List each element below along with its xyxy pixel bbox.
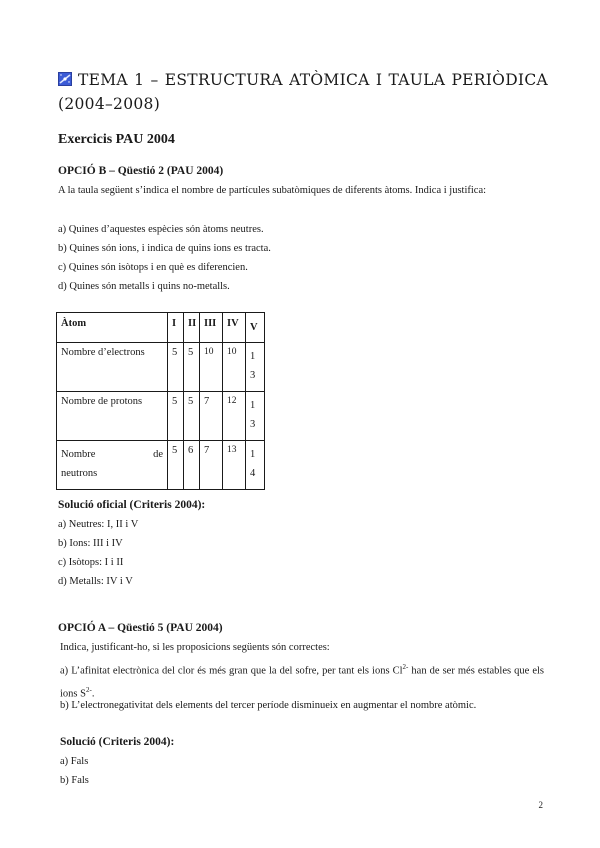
table-row <box>57 441 265 490</box>
page-number: 2 <box>538 800 543 810</box>
table-row-label: Nombre de protons <box>57 392 168 441</box>
question-1-solution-heading: Solució oficial (Criteris 2004): <box>58 499 206 511</box>
particles-table <box>56 312 265 490</box>
question-2-statement-a: a) L’afinitat electrònica del clor és més gran que la del sofre, per tant els ions $Cl^{2-}$ han de ser més estables que els ions $S^{2-}$. <box>60 663 544 699</box>
table-header-cell: Àtom <box>57 313 168 343</box>
question-1-item: d) Quines són metalls i quins no-metalls. <box>58 281 230 292</box>
solution-item: b) Ions: III i IV <box>58 538 123 549</box>
table-cell: 13 <box>223 441 246 490</box>
table-header-cell: V <box>246 313 265 343</box>
table-row-label: Nombre de neutrons <box>57 441 168 490</box>
question-1-heading: OPCIÓ B – Qüestió 2 (PAU 2004) <box>58 165 224 177</box>
table-header-cell: II <box>184 313 200 343</box>
table-cell: 5 <box>168 343 184 392</box>
table-row <box>57 392 265 441</box>
table-cell: 12 <box>223 392 246 441</box>
table-cell: 13 <box>246 343 265 392</box>
table-row <box>57 343 265 392</box>
question-1-items <box>58 220 544 296</box>
question-1-item: c) Quines són isòtops i en què es diferencien. <box>58 262 248 273</box>
question-2-solution <box>60 752 546 790</box>
galaxy-icon <box>58 72 72 86</box>
solution-item: a) Neutres: I, II i V <box>58 519 139 530</box>
question-2-intro: Indica, justificant-ho, si les proposicions següents són correctes: <box>60 642 330 653</box>
table-header-cell: III <box>200 313 223 343</box>
table-cell: 5 <box>184 392 200 441</box>
page-title: TEMA 1 – ESTRUCTURA ATÒMICA I TAULA PERIÒDICA (2004–2008) <box>58 71 548 113</box>
table-cell: 13 <box>246 392 265 441</box>
table-header-cell: I <box>168 313 184 343</box>
table-header-row <box>57 313 265 343</box>
table-cell: 5 <box>168 441 184 490</box>
table-cell: 14 <box>246 441 265 490</box>
table-cell: 10 <box>223 343 246 392</box>
question-2-solution-heading: Solució (Criteris 2004): <box>60 736 175 748</box>
question-2-statement-b: b) L’electronegativitat dels elements del tercer període disminueix en augmentar el nombre atòmic. <box>60 700 477 711</box>
question-2-heading: OPCIÓ A – Qüestió 5 (PAU 2004) <box>58 622 223 634</box>
table-cell: 6 <box>184 441 200 490</box>
table-header-cell: IV <box>223 313 246 343</box>
question-1-solution <box>58 515 544 591</box>
question-1-item: a) Quines d’aquestes espècies són àtoms neutres. <box>58 224 264 235</box>
solution-item: d) Metalls: IV i V <box>58 576 133 587</box>
table-cell: 7 <box>200 441 223 490</box>
question-1-intro: A la taula següent s’indica el nombre de partícules subatòmiques de diferents àtoms. Indica i justifica: <box>58 185 487 196</box>
question-1-item: b) Quines són ions, i indica de quins ions es tracta. <box>58 243 271 254</box>
solution-item: b) Fals <box>60 775 89 786</box>
table-cell: 7 <box>200 392 223 441</box>
section-subtitle: Exercicis PAU 2004 <box>58 132 175 147</box>
solution-item: a) Fals <box>60 756 89 767</box>
table-cell: 10 <box>200 343 223 392</box>
table-cell: 5 <box>184 343 200 392</box>
table-row-label: Nombre d’electrons <box>57 343 168 392</box>
table-cell: 5 <box>168 392 184 441</box>
solution-item: c) Isòtops: I i II <box>58 557 124 568</box>
